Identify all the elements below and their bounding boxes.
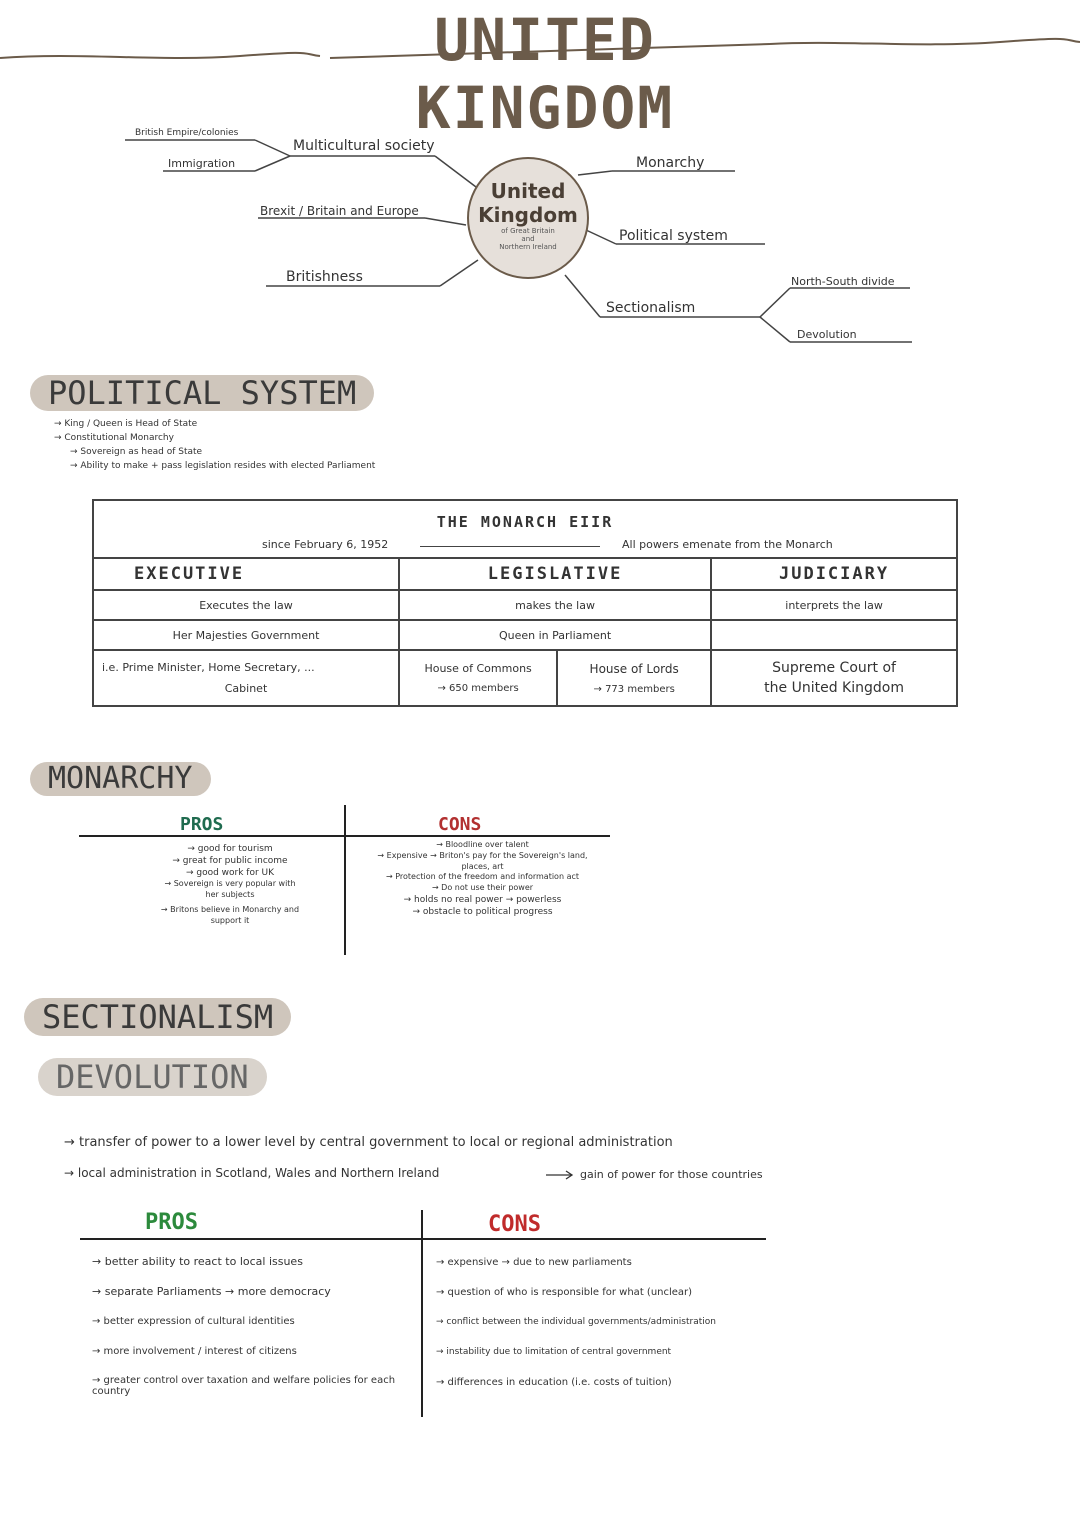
exec-row1: Executes the law <box>93 590 399 620</box>
devolution-pro: → separate Parliaments → more democracy <box>92 1285 331 1298</box>
monarchy-pro: → great for public income <box>172 856 288 867</box>
devolution-pros-title: PROS <box>145 1210 198 1235</box>
monarch-title: THE MONARCH EIIR <box>436 513 614 531</box>
commons-cell <box>399 650 557 706</box>
node-brexit: Brexit / Britain and Europe <box>260 204 419 218</box>
node-devolution: Devolution <box>797 328 857 341</box>
node-northsouth: North-South divide <box>791 275 895 288</box>
devolution-cons-list <box>436 1256 816 1390</box>
political-note: → Constitutional Monarchy <box>54 433 174 443</box>
devolution-pro: → greater control over taxation and welfare policies for each country <box>92 1375 396 1397</box>
jud-row2-empty <box>711 620 957 650</box>
center-node <box>467 157 589 279</box>
center-sub2: and <box>521 235 535 243</box>
exec-row2: Her Majesties Government <box>93 620 399 650</box>
exec-row3b: Cabinet <box>224 682 268 695</box>
exec-row3a: i.e. Prime Minister, Home Secretary, ... <box>102 661 315 674</box>
devolution-con: → expensive → due to new parliaments <box>436 1257 632 1268</box>
devolution-line2a: → local administration in Scotland, Wales and Northern Ireland <box>64 1166 440 1180</box>
commons-b: → 650 members <box>437 683 519 694</box>
monarchy-cons-list <box>375 840 590 918</box>
sectionalism-heading: SECTIONALISM <box>24 998 291 1036</box>
devolution-con: → question of who is responsible for what (unclear) <box>436 1287 693 1298</box>
leg-row1: makes the law <box>399 590 711 620</box>
lords-a: House of Lords <box>589 661 679 676</box>
devolution-con: → instability due to limitation of central government <box>436 1347 672 1357</box>
monarch-table <box>92 499 958 707</box>
court-cell <box>711 650 957 706</box>
center-line2: Kingdom <box>478 203 578 227</box>
judiciary-head: JUDICIARY <box>711 558 957 590</box>
devolution-pro: → better expression of cultural identities <box>92 1316 295 1327</box>
political-heading: POLITICAL SYSTEM <box>30 375 374 411</box>
node-britishness: Britishness <box>286 269 363 285</box>
devolution-con: → conflict between the individual governments/administration <box>436 1317 716 1327</box>
devolution-line2b: gain of power for those countries <box>580 1168 763 1181</box>
executive-head: EXECUTIVE <box>93 558 399 590</box>
monarchy-con: → Do not use their power <box>431 883 534 893</box>
political-note: → Sovereign as head of State <box>70 447 203 457</box>
center-sub3: Northern Ireland <box>499 243 557 251</box>
monarchy-con: → Protection of the freedom and information act <box>385 872 579 882</box>
monarchy-con: → obstacle to political progress <box>412 907 553 918</box>
political-notes <box>54 417 375 473</box>
devolution-heading: DEVOLUTION <box>38 1058 267 1096</box>
monarch-since: since February 6, 1952 <box>262 538 389 551</box>
monarch-powers: All powers emenate from the Monarch <box>622 538 833 551</box>
monarchy-pro: → Britons believe in Monarchy and support it <box>160 905 300 925</box>
leg-row2: Queen in Parliament <box>399 620 711 650</box>
node-immigration: Immigration <box>168 157 236 170</box>
node-multicultural: Multicultural society <box>293 138 435 154</box>
monarchy-pros-title: PROS <box>180 814 224 835</box>
commons-a: House of Commons <box>424 662 532 675</box>
devolution-pro: → more involvement / interest of citizens <box>92 1346 297 1357</box>
devolution-line1: → transfer of power to a lower level by central government to local or regional administration <box>64 1135 673 1150</box>
monarchy-con: → holds no real power → powerless <box>403 894 562 905</box>
court-b: the United Kingdom <box>764 680 904 696</box>
legislative-head: LEGISLATIVE <box>399 558 711 590</box>
monarchy-con: → Bloodline over talent <box>436 840 529 849</box>
monarchy-pros-list <box>130 843 330 927</box>
node-empire: British Empire/colonies <box>135 128 239 138</box>
center-sub1: of Great Britain <box>501 227 555 235</box>
monarchy-cons-title: CONS <box>438 814 482 835</box>
devolution-arrow <box>546 1168 576 1182</box>
lords-b: → 773 members <box>593 683 675 695</box>
exec-row3 <box>93 650 399 706</box>
node-sectionalism: Sectionalism <box>606 300 696 316</box>
monarchy-pro: → good work for UK <box>185 868 275 879</box>
court-a: Supreme Court of <box>772 660 896 676</box>
monarch-divider-line <box>420 546 600 547</box>
center-line1: United <box>490 179 566 203</box>
devolution-pros-list <box>92 1255 412 1397</box>
devolution-con: → differences in education (i.e. costs of tuition) <box>436 1377 672 1388</box>
page-title: UNITED KINGDOM <box>415 6 675 142</box>
devolution-pro: → better ability to react to local issues <box>92 1255 303 1268</box>
devolution-cons-title: CONS <box>488 1212 541 1237</box>
political-note: → Ability to make + pass legislation resides with elected Parliament <box>70 461 376 471</box>
monarchy-heading: MONARCHY <box>30 762 211 796</box>
jud-row1: interprets the law <box>711 590 957 620</box>
lords-cell <box>557 650 711 706</box>
monarchy-cross-lines <box>0 800 700 960</box>
node-political: Political system <box>619 228 728 244</box>
node-monarchy: Monarchy <box>636 155 705 171</box>
monarch-header-cell <box>93 500 957 558</box>
political-note: → King / Queen is Head of State <box>54 419 198 429</box>
monarchy-pro: → good for tourism <box>187 844 273 854</box>
monarchy-con: → Expensive → Briton's pay for the Sovereign's land, places, art <box>377 850 588 871</box>
monarchy-pro: → Sovereign is very popular with her subjects <box>164 879 296 900</box>
